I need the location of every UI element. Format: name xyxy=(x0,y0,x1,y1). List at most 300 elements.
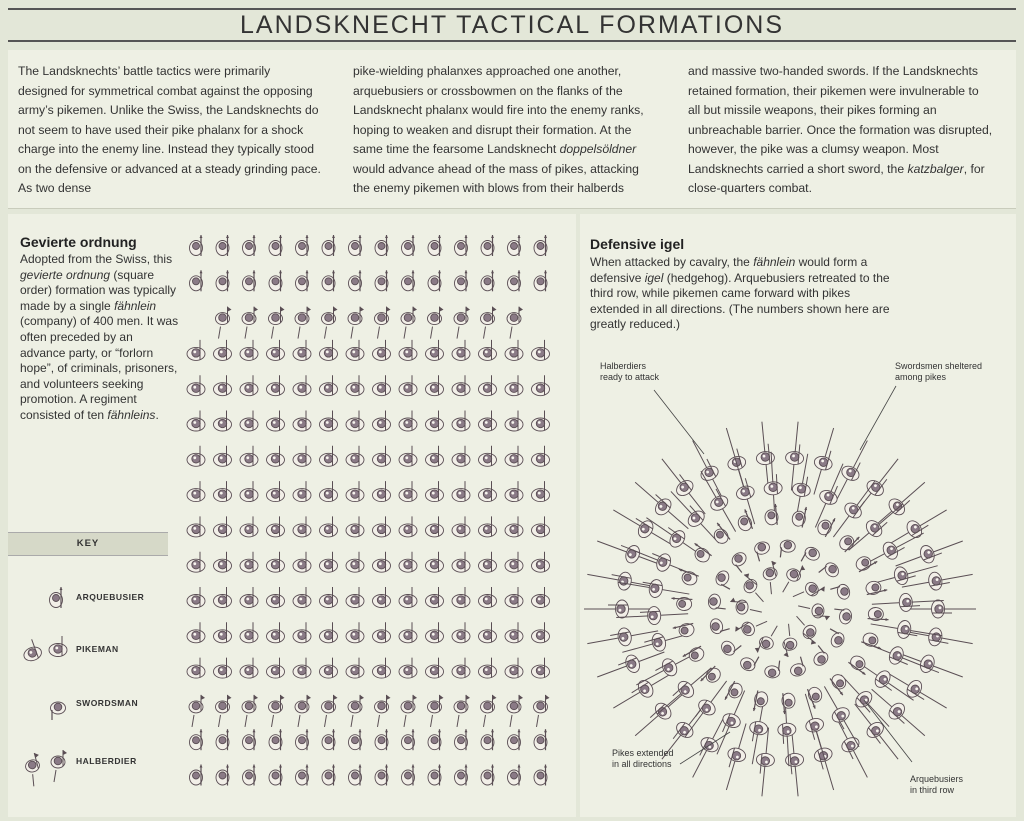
formation-arquebusier xyxy=(322,270,335,291)
formation-pikeman xyxy=(399,375,417,396)
formation-arquebusier xyxy=(375,765,388,786)
igel-pikeman xyxy=(647,700,674,727)
formation-pikeman xyxy=(187,375,205,396)
formation-pikeman xyxy=(293,446,311,467)
formation-pikeman xyxy=(426,446,444,467)
formation-pikeman xyxy=(532,516,550,537)
formation-pikeman xyxy=(479,622,497,643)
igel-pikeman xyxy=(640,577,663,598)
formation-arquebusier xyxy=(190,235,203,256)
igel-halberdier xyxy=(791,577,827,608)
formation-arquebusier xyxy=(481,270,494,291)
igel-pikeman xyxy=(839,457,864,483)
formation-pikeman xyxy=(267,411,285,432)
igel-italic-1: fähnlein xyxy=(753,255,796,269)
formation-pikeman xyxy=(240,587,258,608)
igel-pikeman xyxy=(616,541,642,565)
igel-pikeman xyxy=(695,457,720,483)
formation-pikeman xyxy=(373,516,391,537)
formation-pikeman xyxy=(187,552,205,573)
formation-pikeman xyxy=(320,481,338,502)
igel-pikeman xyxy=(616,653,642,677)
formation-pikeman xyxy=(373,552,391,573)
formation-pikeman xyxy=(479,340,497,361)
igel-pikeman xyxy=(718,711,742,737)
pikeman-icon xyxy=(14,624,76,674)
formation-pikeman xyxy=(532,587,550,608)
intro-col3-text-b: , for close-quarters combat. xyxy=(688,161,985,195)
igel-pikeman xyxy=(804,716,827,741)
igel-swordsman xyxy=(709,616,730,635)
formation-pikeman xyxy=(399,481,417,502)
formation-halberdier xyxy=(428,695,444,727)
formation-arquebusier xyxy=(216,729,229,750)
formation-arquebusier xyxy=(243,235,256,256)
formation-pikeman xyxy=(320,587,338,608)
igel-pikeman xyxy=(818,481,842,507)
formation-arquebusier xyxy=(508,235,521,256)
formation-halberdier xyxy=(269,695,285,727)
igel-halberdier xyxy=(730,598,763,616)
formation-pikeman xyxy=(426,411,444,432)
formation-pikeman xyxy=(214,340,232,361)
formation-pikeman xyxy=(399,516,417,537)
igel-arquebusier xyxy=(688,542,713,565)
igel-pikeman xyxy=(669,678,696,705)
formation-pikeman xyxy=(505,411,523,432)
formation-pikeman xyxy=(187,658,205,679)
formation-pikeman xyxy=(346,552,364,573)
formation-pikeman xyxy=(373,658,391,679)
formation-arquebusier xyxy=(322,235,335,256)
formation-pikeman xyxy=(505,587,523,608)
key-item-swordsman xyxy=(8,680,168,730)
formation-pikeman xyxy=(346,411,364,432)
formation-pikeman xyxy=(267,375,285,396)
igel-pikeman xyxy=(927,570,950,591)
igel-pikeman xyxy=(864,471,891,498)
formation-pikeman xyxy=(320,516,338,537)
intro-column-1: The Landsknechts’ battle tactics were primarily designed for symmetrical combat against the opposing army’s pikemen. Unlike the Swiss, the Landsknechts do not seem to have used their pike phalanx for a shock charge into the enemy line. Instead they typically stood on the defensive or advanced at a steady grinding pace. As two dense xyxy=(18,64,321,195)
igel-swordsman xyxy=(764,659,781,679)
formation-halberdier xyxy=(401,307,417,339)
formation-arquebusier xyxy=(402,235,415,256)
igel-arquebusier xyxy=(815,513,836,538)
igel-pikeman xyxy=(724,746,747,771)
formation-halberdier xyxy=(481,307,497,339)
igel-pikeman xyxy=(747,720,768,743)
callout-pikes-line2: in all directions xyxy=(612,759,672,769)
igel-halberdier xyxy=(733,610,769,641)
igel-pikeman xyxy=(839,735,864,761)
formation-pikeman xyxy=(187,516,205,537)
igel-swordsman xyxy=(808,645,831,668)
formation-pikeman xyxy=(346,481,364,502)
formation-arquebusier xyxy=(508,729,521,750)
formation-arquebusier xyxy=(428,765,441,786)
formation-arquebusier xyxy=(190,729,203,750)
igel-arquebusier xyxy=(708,522,731,547)
formation-arquebusier xyxy=(455,235,468,256)
callout-halberdiers-line1: Halberdiers xyxy=(600,361,647,371)
formation-pikeman xyxy=(399,552,417,573)
formation-arquebusier xyxy=(428,270,441,291)
igel-arquebusier xyxy=(724,680,745,705)
formation-pikeman xyxy=(293,552,311,573)
igel-pikeman xyxy=(695,735,720,761)
formation-pikeman xyxy=(532,340,550,361)
intro-column-3 xyxy=(688,62,993,199)
formation-pikeman xyxy=(293,587,311,608)
formation-arquebusier xyxy=(296,235,309,256)
formation-arquebusier xyxy=(402,765,415,786)
formation-pikeman xyxy=(532,446,550,467)
callout-pikes-line1: Pikes extended xyxy=(612,748,674,758)
igel-pikeman xyxy=(918,653,944,677)
formation-pikeman xyxy=(214,481,232,502)
formation-pikeman xyxy=(399,622,417,643)
formation-pikeman xyxy=(373,587,391,608)
igel-halberdier xyxy=(776,623,800,658)
formation-arquebusier xyxy=(269,729,282,750)
formation-arquebusier xyxy=(428,235,441,256)
formation-pikeman xyxy=(293,481,311,502)
callout-halberdiers-line2: ready to attack xyxy=(600,372,660,382)
formation-arquebusier xyxy=(508,765,521,786)
formation-pikeman xyxy=(187,481,205,502)
gevierte-italic-2: fähnlein xyxy=(114,298,157,313)
formation-pikeman xyxy=(532,411,550,432)
arquebusier-icon xyxy=(36,572,76,622)
formation-pikeman xyxy=(346,340,364,361)
formation-pikeman xyxy=(214,516,232,537)
igel-pikeman xyxy=(813,447,836,472)
formation-pikeman xyxy=(373,622,391,643)
igel-arquebusier xyxy=(864,579,887,596)
formation-pikeman xyxy=(240,340,258,361)
igel-arquebusier xyxy=(781,692,796,714)
formation-pikeman xyxy=(240,481,258,502)
formation-halberdier xyxy=(481,695,497,727)
igel-arquebusier xyxy=(700,665,724,689)
formation-pikeman xyxy=(187,446,205,467)
gevierte-heading: Gevierte ordnung xyxy=(20,234,137,250)
gevierte-description xyxy=(20,252,180,424)
igel-text-2: would form a defensive xyxy=(590,255,868,285)
formation-arquebusier xyxy=(375,235,388,256)
square-formation-diagram xyxy=(178,214,576,817)
formation-pikeman xyxy=(426,552,444,573)
igel-arquebusier xyxy=(675,568,699,587)
formation-pikeman xyxy=(346,375,364,396)
formation-pikeman xyxy=(214,411,232,432)
igel-figures xyxy=(584,422,976,797)
intro-col2-text-a: pike-wielding phalanxes approached one another, arquebusiers or crossbowmen on the flanks of the Landsknecht phalanx would fire into the enemy ranks, hoping to weaken and disrupt their formation. At the same time the fearsome Landsknecht xyxy=(353,64,644,156)
formation-pikeman xyxy=(426,340,444,361)
igel-swordsman xyxy=(714,569,737,591)
igel-pikeman xyxy=(643,632,668,655)
callout-swordsmen-line1: Swordsmen sheltered xyxy=(895,361,983,371)
formation-arquebusier xyxy=(243,729,256,750)
formation-halberdier xyxy=(454,307,470,339)
formation-pikeman xyxy=(452,411,470,432)
formation-pikeman xyxy=(426,516,444,537)
formation-arquebusier xyxy=(402,729,415,750)
formation-pikeman xyxy=(479,516,497,537)
formation-arquebusier xyxy=(481,765,494,786)
gevierte-text-3: (company) of 400 men. It was often preceded by an advance party, or “forlorn hope”, of criminals, prisoners, and volunteers seeking promotion. A regiment consisted of ten xyxy=(20,314,179,422)
formation-arquebusier xyxy=(534,270,547,291)
key-label-arquebusier: ARQUEBUSIER xyxy=(76,592,145,602)
formation-pikeman xyxy=(373,481,391,502)
intro-column-2 xyxy=(353,62,658,199)
formation-pikeman xyxy=(532,622,550,643)
formation-pikeman xyxy=(320,622,338,643)
intro-col3-italic: katzbalger xyxy=(907,161,964,176)
igel-swordsman xyxy=(730,550,753,573)
formation-pikeman xyxy=(479,446,497,467)
formation-pikeman xyxy=(187,587,205,608)
igel-pikeman xyxy=(733,477,756,502)
formation-pikeman xyxy=(320,446,338,467)
key-item-arquebusier xyxy=(8,572,168,622)
formation-arquebusier xyxy=(428,729,441,750)
igel-pikeman xyxy=(927,627,950,648)
igel-arquebusier xyxy=(868,607,890,621)
formation-pikeman xyxy=(267,552,285,573)
formation-halberdier xyxy=(534,695,550,727)
igel-arquebusier xyxy=(853,551,878,573)
gevierte-text-4: . xyxy=(155,407,159,422)
igel-arquebusier xyxy=(829,671,852,696)
key-item-pikeman xyxy=(8,624,168,674)
gevierte-text-2: (square order) formation was typically made by a single xyxy=(20,267,177,313)
igel-pikeman xyxy=(886,700,913,727)
formation-arquebusier xyxy=(349,729,362,750)
formation-pikeman xyxy=(214,658,232,679)
formation-halberdier xyxy=(454,695,470,727)
igel-swordsman xyxy=(708,593,728,610)
formation-pikeman xyxy=(320,411,338,432)
igel-pikeman xyxy=(880,536,907,562)
formation-pikeman xyxy=(452,340,470,361)
formation-pikeman xyxy=(214,375,232,396)
formation-pikeman xyxy=(479,587,497,608)
formation-pikeman xyxy=(505,552,523,573)
intro-col2-italic: doppelsöldner xyxy=(559,142,637,156)
formation-arquebusier xyxy=(190,270,203,291)
igel-pikeman xyxy=(629,514,656,540)
formation-arquebusier xyxy=(296,765,309,786)
igel-swordsman xyxy=(833,608,853,625)
formation-pikeman xyxy=(426,587,444,608)
formation-pikeman xyxy=(187,411,205,432)
igel-swordsman xyxy=(830,583,851,602)
title-rule-top xyxy=(8,8,1016,10)
formation-pikeman xyxy=(187,340,205,361)
igel-arquebusier xyxy=(752,690,769,713)
formation-pikeman xyxy=(346,587,364,608)
formation-halberdier xyxy=(295,695,311,727)
igel-arquebusier xyxy=(671,597,693,611)
igel-pikeman xyxy=(918,541,944,565)
formation-pikeman xyxy=(240,516,258,537)
formation-pikeman xyxy=(240,411,258,432)
formation-halberdier xyxy=(242,695,258,727)
formation-pikeman xyxy=(240,622,258,643)
igel-arquebusier xyxy=(682,645,707,667)
formation-pikeman xyxy=(267,481,285,502)
formation-pikeman xyxy=(293,411,311,432)
igel-panel xyxy=(580,214,1016,817)
igel-pikeman xyxy=(755,753,775,775)
formation-pikeman xyxy=(452,658,470,679)
igel-halberdier xyxy=(798,603,831,621)
igel-heading: Defensive igel xyxy=(590,236,685,252)
formation-pikeman xyxy=(426,481,444,502)
title-rule-bottom xyxy=(8,40,1016,42)
formation-arquebusier xyxy=(508,270,521,291)
formation-pikeman xyxy=(399,587,417,608)
igel-description xyxy=(590,255,890,333)
formation-halberdier xyxy=(295,307,311,339)
formation-pikeman xyxy=(320,658,338,679)
igel-formation-diagram xyxy=(580,344,1016,817)
formation-pikeman xyxy=(267,622,285,643)
title-band xyxy=(0,0,1024,46)
formation-halberdier xyxy=(428,307,444,339)
intro-col2-text-b: would advance ahead of the mass of pikes, attacking the enemy pikemen with blows from their halberds xyxy=(353,161,639,195)
formation-pikeman xyxy=(532,658,550,679)
formation-pikeman xyxy=(267,658,285,679)
formation-arquebusier xyxy=(243,270,256,291)
formation-pikeman xyxy=(399,658,417,679)
formation-arquebusier xyxy=(534,765,547,786)
formation-pikeman xyxy=(532,552,550,573)
formation-pikeman xyxy=(452,481,470,502)
formation-halberdier xyxy=(507,307,523,339)
formation-pikeman xyxy=(187,622,205,643)
igel-pikeman xyxy=(653,656,680,682)
igel-pikeman xyxy=(904,678,931,704)
formation-arquebusier xyxy=(375,729,388,750)
igel-pikeman xyxy=(647,491,674,518)
formation-halberdier xyxy=(269,307,285,339)
key-item-halberdier xyxy=(8,730,168,780)
callout-halberdiers xyxy=(600,361,704,454)
intro-col3-text-a: and massive two-handed swords. If the Landsknechts retained formation, their pikemen were invulnerable to all but missile weapons, their pikes forming an unbreachable barrier. Once the formation was disrupted, however, the pike was a clumsy weapon. Most Landsknechts carried a short sword, the xyxy=(688,64,993,176)
formation-arquebusier xyxy=(269,235,282,256)
igel-pikeman xyxy=(842,494,869,521)
formation-arquebusier xyxy=(322,729,335,750)
formation-pikeman xyxy=(267,516,285,537)
key-label-pikeman: PIKEMAN xyxy=(76,644,119,654)
formation-pikeman xyxy=(479,658,497,679)
formation-halberdier xyxy=(216,307,232,339)
gevierte-italic-1: gevierte ordnung xyxy=(20,267,111,282)
formation-pikeman xyxy=(346,446,364,467)
formation-pikeman xyxy=(214,622,232,643)
key-panel xyxy=(8,532,168,817)
formation-pikeman xyxy=(532,375,550,396)
igel-swordsman xyxy=(823,627,846,649)
formation-pikeman xyxy=(346,622,364,643)
formation-halberdier xyxy=(189,695,205,727)
formation-arquebusier xyxy=(190,765,203,786)
formation-pikeman xyxy=(505,622,523,643)
halberdier-icon xyxy=(14,730,76,800)
igel-halberdier xyxy=(760,560,784,595)
formation-halberdier xyxy=(375,307,391,339)
formation-arquebusier xyxy=(349,270,362,291)
formation-pikeman xyxy=(373,411,391,432)
formation-pikeman xyxy=(452,375,470,396)
igel-swordsman xyxy=(753,540,772,561)
formation-pikeman xyxy=(505,516,523,537)
formation-pikeman xyxy=(240,658,258,679)
gevierte-italic-3: fähnleins xyxy=(107,407,156,422)
igel-text-1: When attacked by cavalry, the xyxy=(590,255,754,269)
formation-arquebusier xyxy=(455,765,468,786)
igel-pikeman xyxy=(691,697,718,724)
igel-pikeman xyxy=(830,705,856,732)
callout-arquebusiers-line1: Arquebusiers xyxy=(910,774,964,784)
formation-pikeman xyxy=(293,622,311,643)
igel-pikeman xyxy=(892,563,917,586)
formation-pikeman xyxy=(346,516,364,537)
formation-pikeman xyxy=(479,375,497,396)
formation-pikeman xyxy=(532,481,550,502)
formation-arquebusier xyxy=(216,270,229,291)
igel-pikeman xyxy=(872,668,899,695)
igel-italic-2: igel xyxy=(644,270,664,285)
formation-pikeman xyxy=(479,411,497,432)
callout-swordsmen xyxy=(860,361,982,450)
swordsman-icon xyxy=(38,680,78,730)
formation-pikeman xyxy=(214,446,232,467)
igel-swordsman xyxy=(800,545,822,568)
formation-pikeman xyxy=(320,375,338,396)
formation-pikeman xyxy=(214,552,232,573)
formation-arquebusier xyxy=(349,765,362,786)
formation-pikeman xyxy=(267,587,285,608)
igel-pikeman xyxy=(886,491,913,518)
formation-pikeman xyxy=(426,658,444,679)
formation-pikeman xyxy=(373,340,391,361)
formation-halberdier xyxy=(322,695,338,727)
formation-arquebusier xyxy=(375,270,388,291)
formation-pikeman xyxy=(267,340,285,361)
formation-pikeman xyxy=(426,375,444,396)
formation-arquebusier xyxy=(534,729,547,750)
formation-pikeman xyxy=(399,340,417,361)
formation-pikeman xyxy=(240,446,258,467)
formation-arquebusier xyxy=(455,729,468,750)
igel-pikeman xyxy=(609,570,632,591)
formation-pikeman xyxy=(505,658,523,679)
igel-pikeman xyxy=(896,619,919,640)
formation-halberdier xyxy=(242,307,258,339)
formation-arquebusier xyxy=(296,729,309,750)
igel-arquebusier xyxy=(836,529,860,553)
igel-pikeman xyxy=(661,523,688,550)
formation-arquebusier xyxy=(455,270,468,291)
igel-pikeman xyxy=(705,486,731,513)
callout-arquebusiers-line2: in third row xyxy=(910,785,955,795)
key-title: KEY xyxy=(8,532,168,556)
igel-swordsman xyxy=(818,560,841,583)
formation-halberdier xyxy=(507,695,523,727)
